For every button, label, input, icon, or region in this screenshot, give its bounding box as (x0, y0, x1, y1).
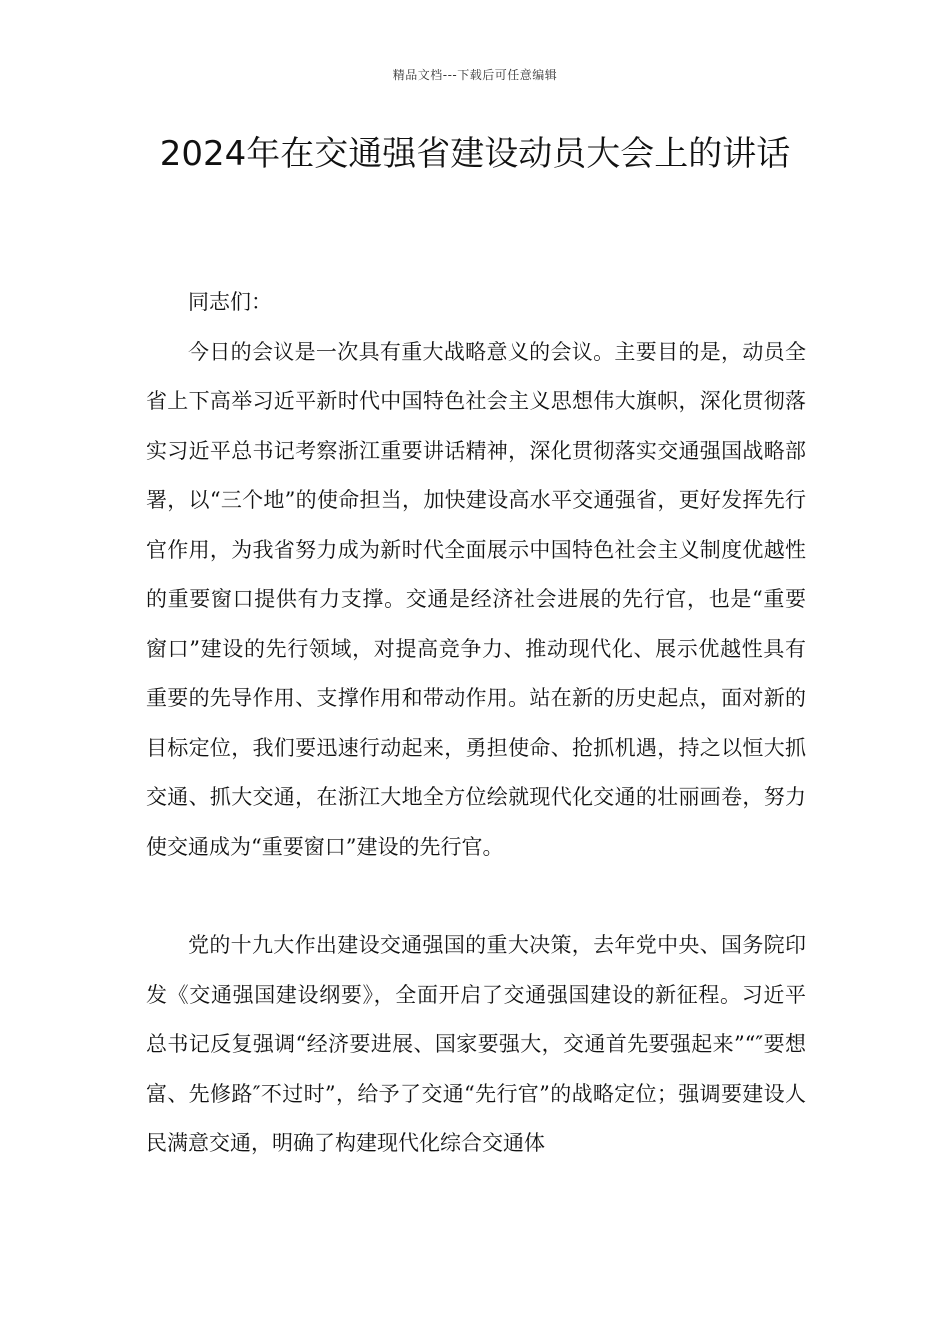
page-header: 精品文档---下载后可任意编辑 (392, 68, 558, 82)
salutation: 同志们： (188, 290, 272, 314)
document-body (146, 278, 806, 1169)
paragraph-2: 党的十九大作出建设交通强国的重大决策，去年党中央、国务院印发《交通强国建设纲要》，全面开启了交通强国建设的新征程。习近平总书记反复强调“经济要进展、国家要强大，交通首先要强起来”“″要想富、先修路″不过时”，给予了交通“先行官”的战略定位；强调要建设人民满意交通，明确了构建现代化综合交通体 (146, 933, 806, 1155)
document-title: 2024年在交通强省建设动员大会上的讲话 (159, 134, 791, 174)
paragraph-1: 今日的会议是一次具有重大战略意义的会议。主要目的是，动员全省上下高举习近平新时代中国特色社会主义思想伟大旗帜，深化贯彻落实习近平总书记考察浙江重要讲话精神，深化贯彻落实交通强国战略部署，以“三个地”的使命担当，加快建设高水平交通强省，更好发挥先行官作用，为我省努力成为新时代全面展示中国特色社会主义制度优越性的重要窗口提供有力支撑。交通是经济社会进展的先行官，也是“重要窗口”建设的先行领域，对提高竞争力、推动现代化、展示优越性具有重要的先导作用、支撑作用和带动作用。站在新的历史起点，面对新的目标定位，我们要迅速行动起来，勇担使命、抢抓机遇，持之以恒大抓交通、抓大交通，在浙江大地全方位绘就现代化交通的壮丽画卷，努力使交通成为“重要窗口”建设的先行官。 (146, 339, 806, 859)
